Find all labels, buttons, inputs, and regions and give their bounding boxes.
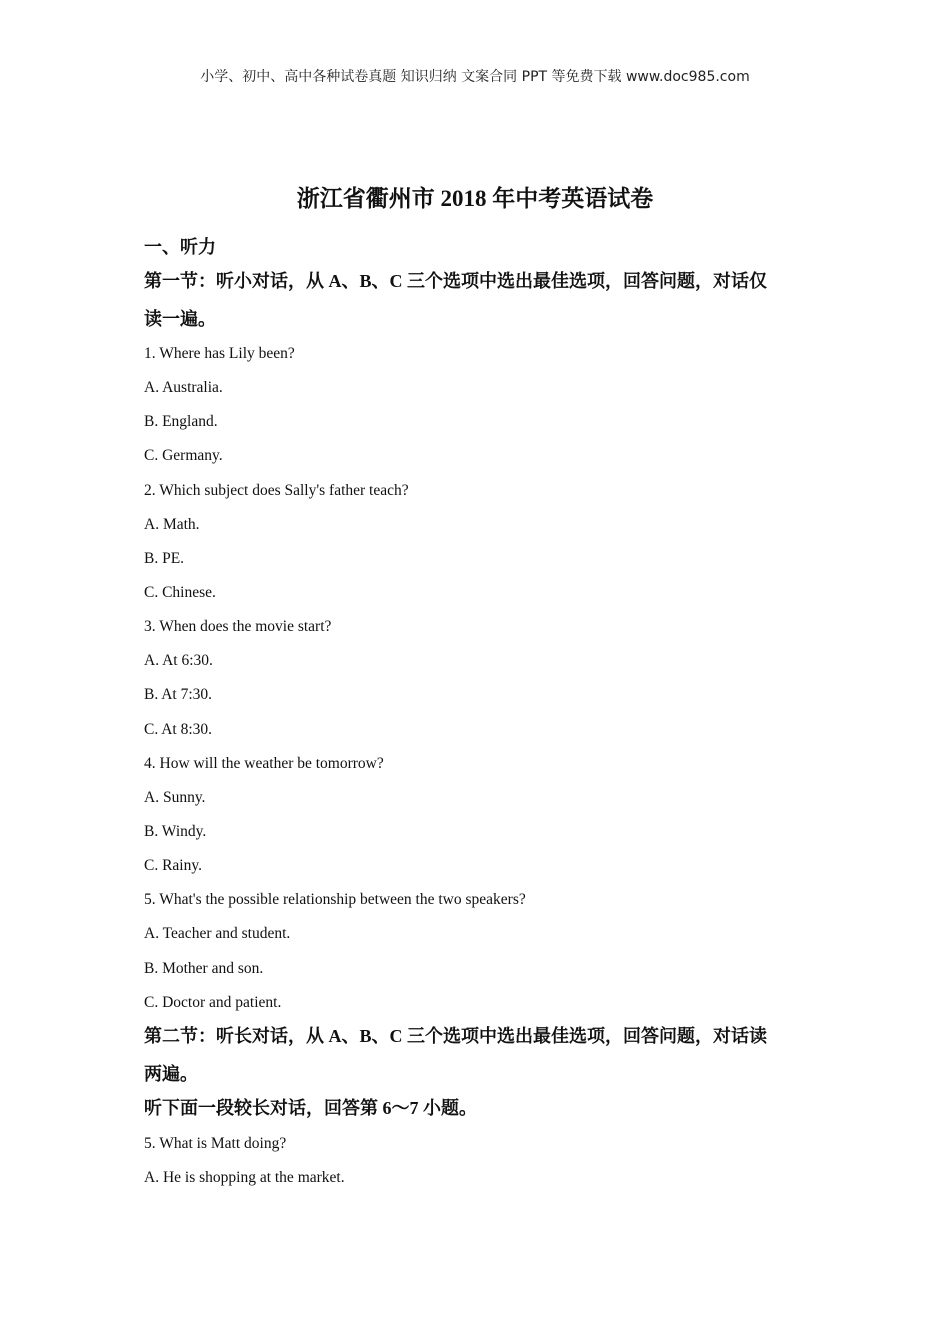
option-b: B. England.	[144, 413, 218, 430]
part2-instruction-line1: 第二节：听长对话，从 A、B、C 三个选项中选出最佳选项，回答问题，对话读	[144, 1026, 768, 1046]
section-heading: 一、听力	[144, 237, 216, 257]
question-text: 2. Which subject does Sally's father teach?	[144, 482, 409, 499]
option-c: C. Chinese.	[144, 584, 216, 601]
option-a: A. He is shopping at the market.	[144, 1169, 345, 1186]
question-text: 4. How will the weather be tomorrow?	[144, 755, 384, 772]
option-b: B. At 7:30.	[144, 686, 213, 703]
option-c: C. Rainy.	[144, 857, 202, 874]
option-a: A. At 6:30.	[144, 652, 213, 669]
part1-instruction-line1: 第一节：听小对话，从 A、B、C 三个选项中选出最佳选项，回答问题，对话仅	[144, 271, 768, 291]
option-c: C. At 8:30.	[144, 721, 213, 738]
option-b: B. Windy.	[144, 823, 207, 840]
part1-instruction-line2: 读一遍。	[144, 309, 216, 329]
option-a: A. Teacher and student.	[144, 925, 291, 942]
option-a: A. Australia.	[144, 379, 223, 396]
option-a: A. Math.	[144, 516, 200, 533]
option-b: B. PE.	[144, 550, 185, 567]
question-text: 5. What's the possible relationship between the two speakers?	[144, 891, 526, 908]
option-b: B. Mother and son.	[144, 960, 264, 977]
option-c: C. Germany.	[144, 447, 223, 464]
question-text: 3. When does the movie start?	[144, 618, 332, 635]
option-a: A. Sunny.	[144, 789, 206, 806]
part2-instruction-line2: 两遍。	[144, 1064, 198, 1084]
question-text: 5. What is Matt doing?	[144, 1135, 287, 1152]
option-c: C. Doctor and patient.	[144, 994, 282, 1011]
part2-sub-instruction: 听下面一段较长对话，回答第 6～7 小题。	[144, 1098, 477, 1118]
page-title: 浙江省衢州市 2018 年中考英语试卷	[296, 186, 654, 211]
site-banner: 小学、初中、高中各种试卷真题 知识归纳 文案合同 PPT 等免费下载 www.doc985.com	[200, 69, 750, 85]
question-text: 1. Where has Lily been?	[144, 345, 295, 362]
